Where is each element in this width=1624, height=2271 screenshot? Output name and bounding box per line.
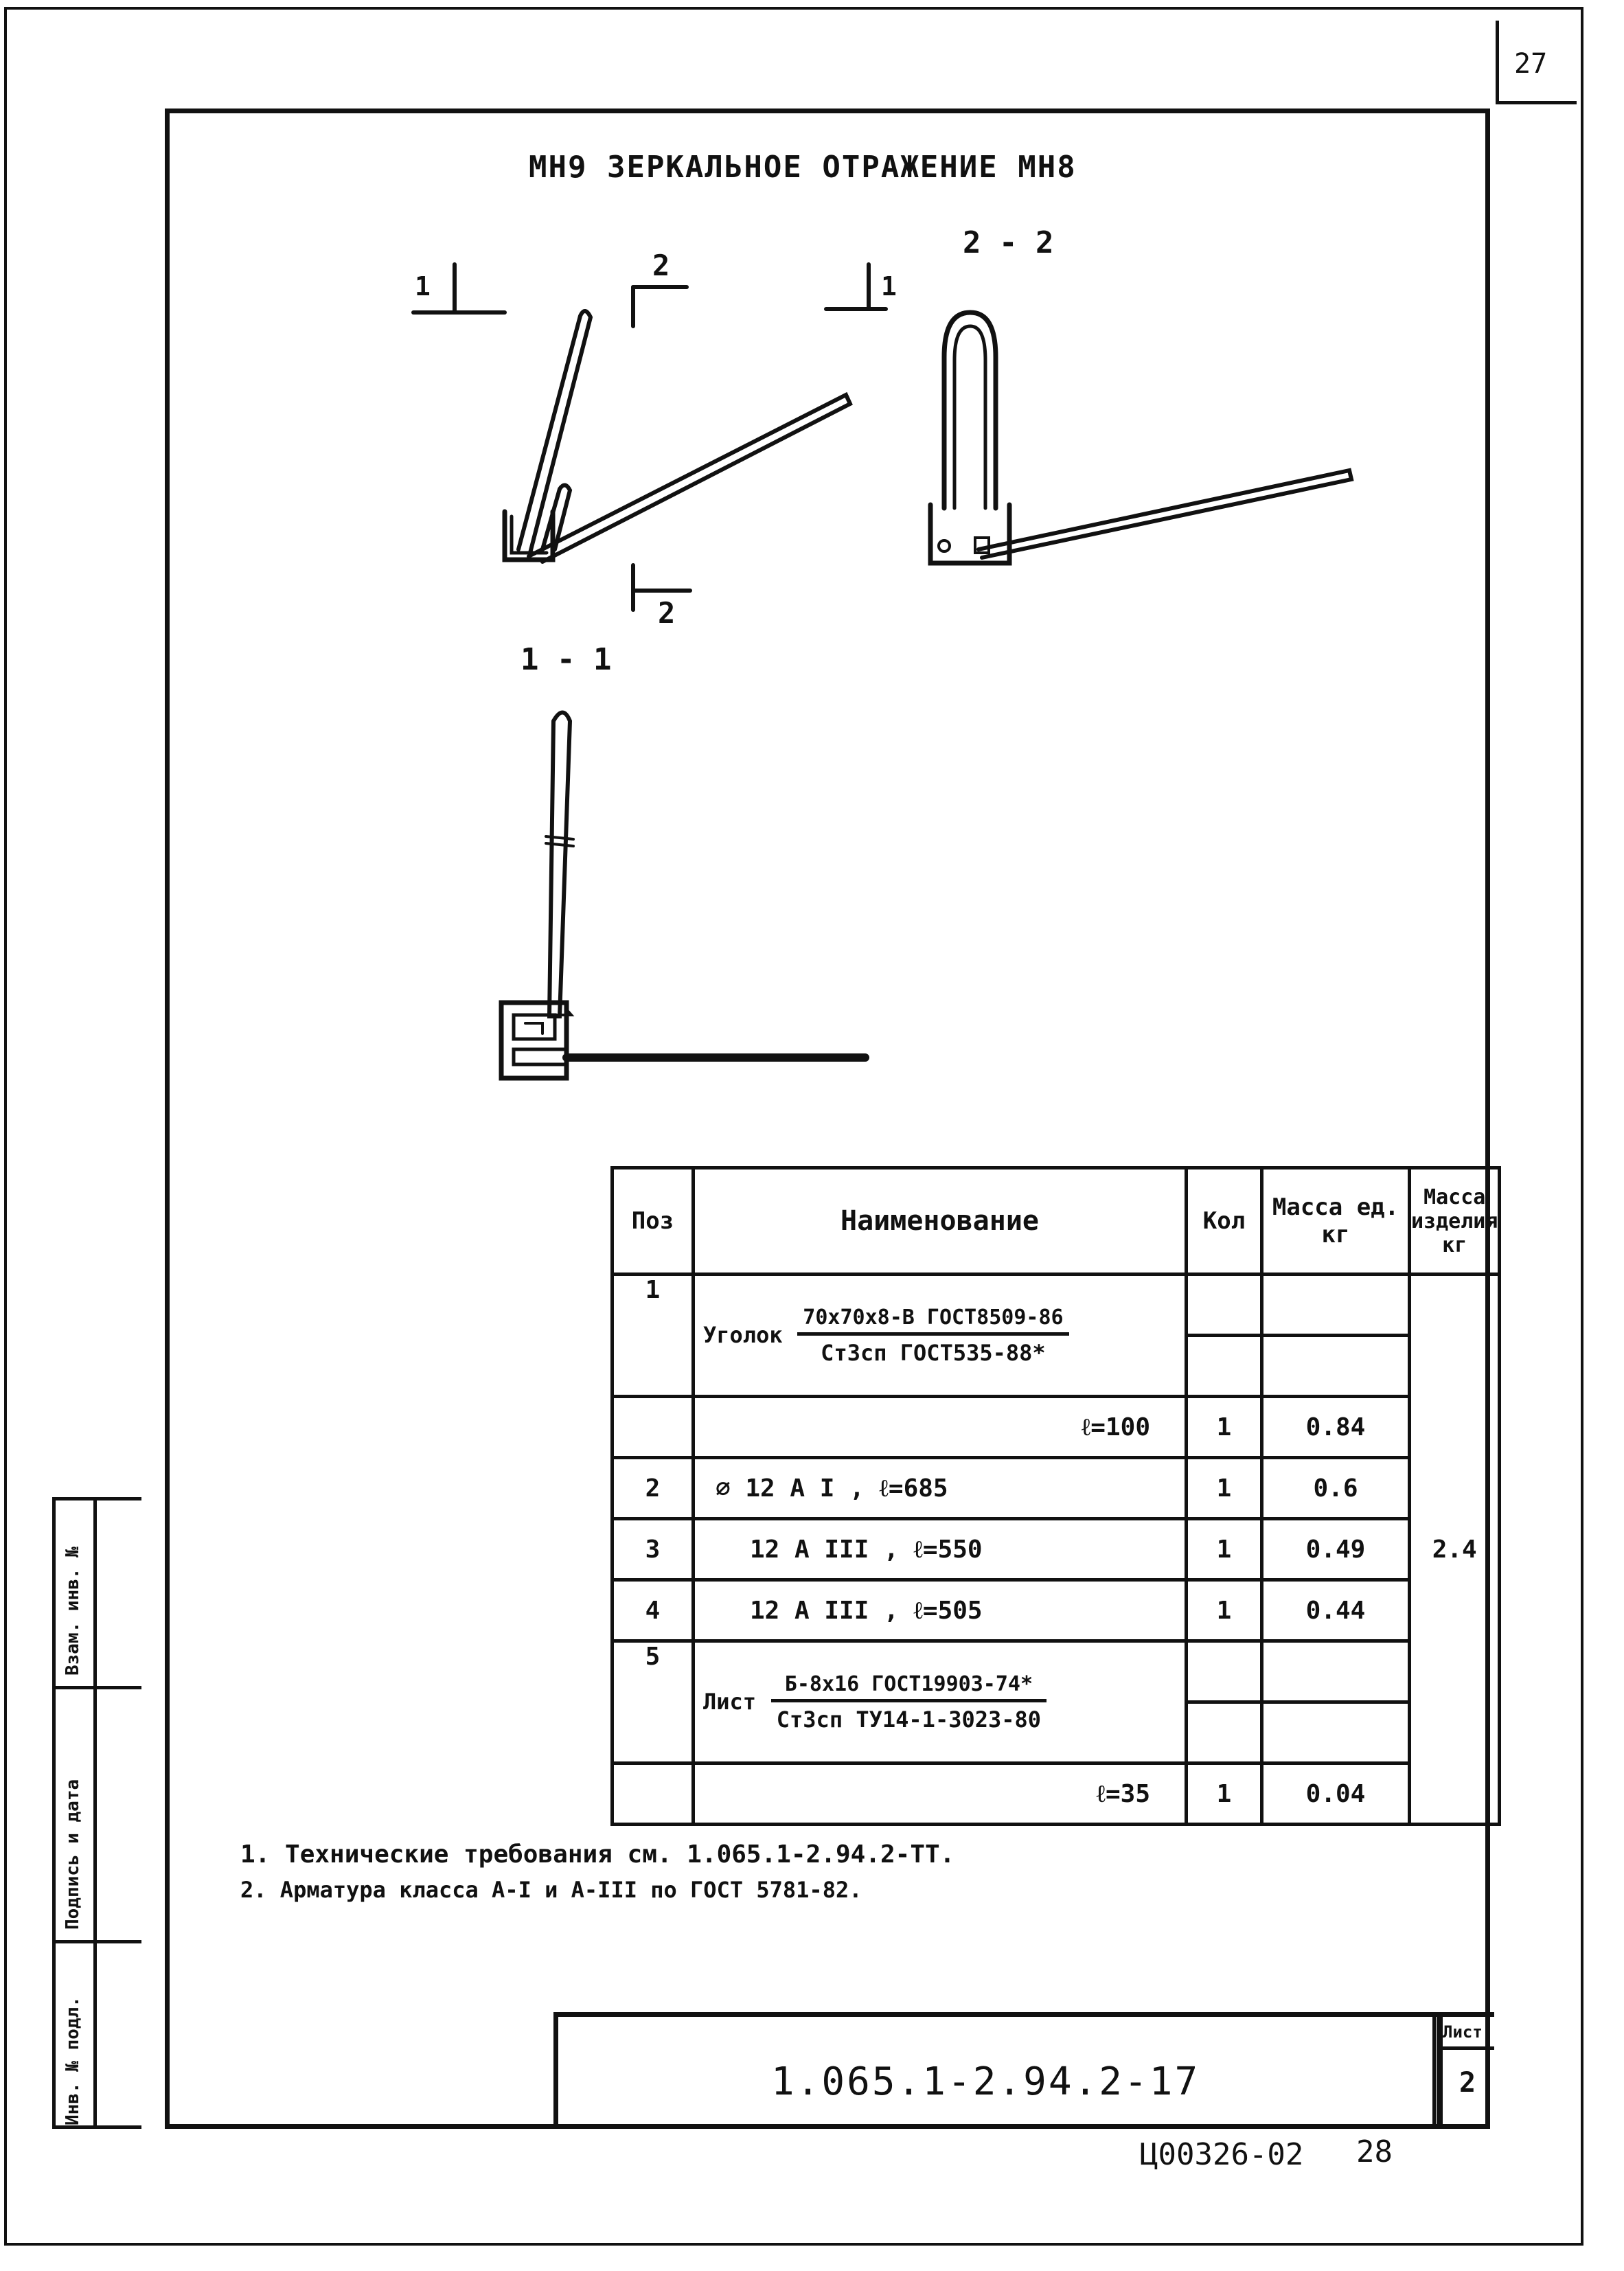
row-mass-empty: [1262, 1702, 1410, 1764]
row-mass: [1262, 1641, 1410, 1702]
row-qty: 1: [1187, 1397, 1262, 1458]
row-name: 12 А III , ℓ=505: [694, 1580, 1187, 1641]
table-row: [613, 1275, 1500, 1336]
row-name: ⌀ 12 А I , ℓ=685: [694, 1458, 1187, 1519]
table-row: [613, 1580, 1500, 1641]
item-mass-total: 2.4: [1410, 1275, 1500, 1825]
cut-label-1-left: 1: [415, 271, 431, 301]
stamp-inv-no: Инв. № подл.: [62, 1996, 83, 2125]
section-1-1-label: 1 - 1: [521, 642, 612, 677]
row-qty: 1: [1187, 1580, 1262, 1641]
header-pos: Поз: [613, 1168, 694, 1275]
row-pos: 4: [613, 1580, 694, 1641]
row-pos: 3: [613, 1519, 694, 1580]
table-row: [613, 1641, 1500, 1702]
table-row: [613, 1397, 1500, 1458]
sheet-label: Лист: [1443, 2022, 1483, 2042]
row-name-bottom: Ст3сп ГОСТ535-88*: [821, 1339, 1046, 1366]
side-stamp-strip: [52, 1497, 141, 2129]
row-name: [694, 1275, 1187, 1397]
table-row: [613, 1764, 1500, 1825]
row-qty: 1: [1187, 1519, 1262, 1580]
cut-label-2-bottom: 2: [658, 596, 676, 630]
header-unit-mass: Масса ед. кг: [1262, 1168, 1410, 1275]
stamp-signature-date: Подпись и дата: [62, 1779, 83, 1930]
sheet-number: 2: [1459, 2067, 1476, 2099]
cut-label-2-top: 2: [652, 249, 670, 282]
row-name-fraction: [797, 1305, 1068, 1366]
row-qty: 1: [1187, 1764, 1262, 1825]
header-name: Наименование: [694, 1168, 1187, 1275]
row-mass: 0.84: [1262, 1397, 1410, 1458]
stamp-replace-inv: Взам. инв. №: [62, 1547, 83, 1676]
row-qty-empty: [1187, 1702, 1262, 1764]
row-name-prefix: Лист: [703, 1688, 757, 1715]
table-row: [613, 1519, 1500, 1580]
row-mass: [1262, 1275, 1410, 1336]
footer-page: 28: [1356, 2134, 1393, 2169]
main-view: [505, 311, 850, 562]
page-title: МН9 ЗЕРКАЛЬНОЕ ОТРАЖЕНИЕ МН8: [529, 150, 1077, 185]
row-mass: 0.44: [1262, 1580, 1410, 1641]
sheet-cell: [1437, 2016, 1494, 2129]
row-name-prefix: Уголок: [703, 1321, 783, 1348]
row-qty-empty: [1187, 1336, 1262, 1397]
note-2: 2. Арматура класса А-I и А-III по ГОСТ 5781-82.: [240, 1877, 862, 1903]
cut-label-1-right: 1: [881, 271, 897, 301]
section-2-2-label: 2 - 2: [963, 225, 1054, 260]
note-1: 1. Технические требования см. 1.065.1-2.94.2-ТТ.: [240, 1840, 955, 1869]
row-name-top: Б-8х16 ГОСТ19903-74*: [771, 1672, 1047, 1702]
row-pos: 1: [613, 1275, 694, 1397]
row-pos: 2: [613, 1458, 694, 1519]
row-pos: 5: [613, 1641, 694, 1764]
table-row: [613, 1458, 1500, 1519]
row-name-fraction: [771, 1672, 1047, 1733]
row-name: ℓ=35: [694, 1764, 1187, 1825]
row-name-top: 70х70х8-В ГОСТ8509-86: [797, 1305, 1068, 1336]
table-header-row: [613, 1168, 1500, 1275]
row-qty: 1: [1187, 1458, 1262, 1519]
specification-table: [610, 1166, 1501, 1826]
row-name: ℓ=100: [694, 1397, 1187, 1458]
row-name-bottom: Ст3сп ТУ14-1-3023-80: [776, 1706, 1042, 1733]
corner-number: 27: [1514, 48, 1548, 80]
section-2-2-view: [930, 312, 1351, 563]
row-mass: 0.49: [1262, 1519, 1410, 1580]
row-qty: [1187, 1275, 1262, 1336]
row-pos: [613, 1397, 694, 1458]
row-name: 12 А III , ℓ=550: [694, 1519, 1187, 1580]
row-mass: 0.04: [1262, 1764, 1410, 1825]
row-mass: 0.6: [1262, 1458, 1410, 1519]
row-qty: [1187, 1641, 1262, 1702]
section-1-1-view: [501, 713, 865, 1079]
title-block: [553, 2012, 1494, 2129]
row-name: [694, 1641, 1187, 1764]
doc-code: 1.065.1-2.94.2-17: [771, 2059, 1200, 2104]
row-pos: [613, 1764, 694, 1825]
header-qty: Кол: [1187, 1168, 1262, 1275]
footer-code: Ц00326-02: [1140, 2137, 1304, 2172]
row-mass-empty: [1262, 1336, 1410, 1397]
header-item-mass: Масса изделия кг: [1410, 1168, 1500, 1275]
